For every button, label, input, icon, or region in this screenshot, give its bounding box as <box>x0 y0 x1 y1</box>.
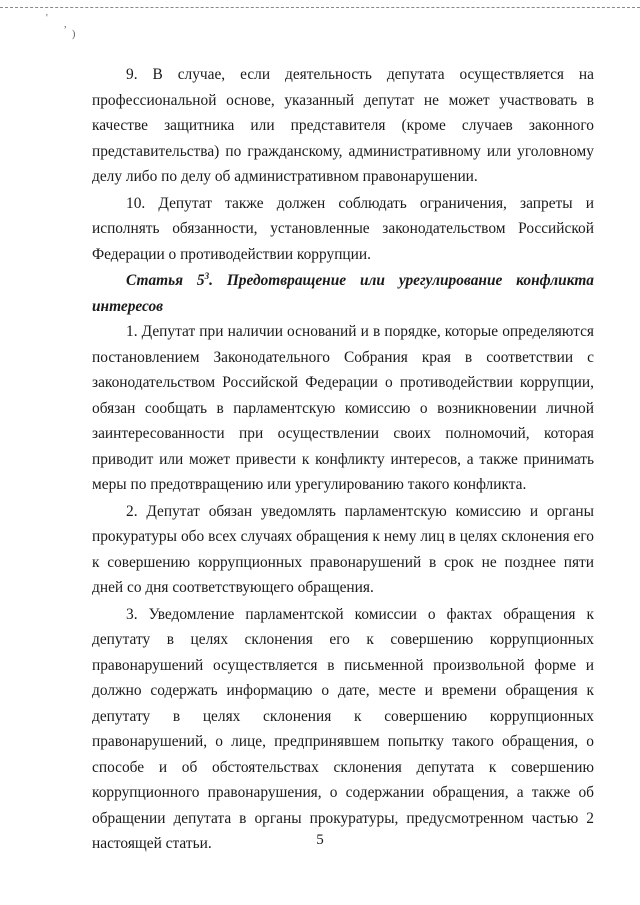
article-paragraph-1: 1. Депутат при наличии оснований и в порядке, которые определяются постановлением Законодательного Собрания края в соответствии с законодательством Российской Федерации о противодействии коррупции, обязан сообщать в парламентскую комиссию о возникновении личной заинтересованности при осуществлении своих полномочий, которая приводит или может привести к конфликту интересов, а также принимать меры по предотвращению или урегулированию такого конфликта. <box>92 323 594 493</box>
article-paragraph-3: 3. Уведомление парламентской комиссии о фактах обращения к депутату в целях склонения его к совершению коррупционных правонарушений осуществляется в письменной произвольной форме и должно содержать информацию о дате, месте и времени обращения к депутату в целях склонения к совершению коррупционных правонарушений, о лице, предпринявшем попытку такого обращения, о способе и об обстоятельствах склонения депутата к совершению коррупционного правонарушения, о содержании обращения, а также об обращении депутата в органы прокуратуры, предусмотренном частью 2 настоящей статьи. <box>92 605 594 852</box>
top-edge-rule <box>0 7 640 8</box>
scan-artifact-mark: ' <box>46 13 48 24</box>
article-heading-prefix: Статья 5 <box>126 272 205 289</box>
document-body <box>92 62 594 857</box>
article-heading-title: . Предотвращение или урегулирование конфликта интересов <box>92 272 594 315</box>
page-number: 5 <box>316 832 324 848</box>
article-paragraph-2: 2. Депутат обязан уведомлять парламентскую комиссию и органы прокуратуры обо всех случаях обращения к нему лиц в целях склонения его к совершению коррупционных правонарушений в срок не позднее пяти дней со дня соответствующего обращения. <box>92 502 594 596</box>
article-heading <box>92 268 594 319</box>
paragraph-10: 10. Депутат также должен соблюдать ограничения, запреты и исполнять обязанности, установленные законодательством Российской Федерации о противодействии коррупции. <box>92 194 594 263</box>
scan-artifact-mark: , <box>64 19 67 30</box>
article-heading-superscript: 3 <box>204 270 210 281</box>
scan-artifact-mark: ) <box>72 29 76 40</box>
paragraph-9: 9. В случае, если деятельность депутата осуществляется на профессиональной основе, указанный депутат не может участвовать в качестве защитника или представителя (кроме случаев законного представительства) по гражданскому, административному или уголовному делу либо по делу об административном правонарушении. <box>92 66 594 185</box>
